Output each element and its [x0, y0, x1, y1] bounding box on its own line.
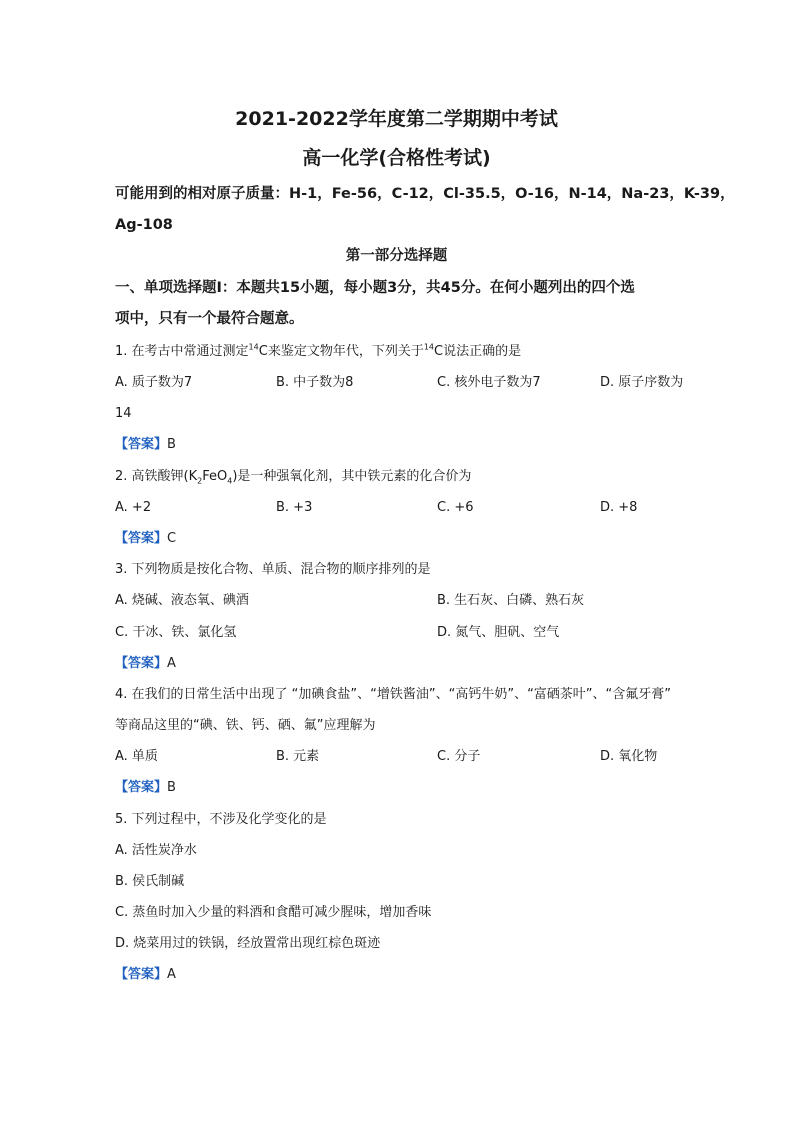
question-4-option-d: D. 氧化物	[600, 749, 658, 764]
question-4-option-a: A. 单质	[115, 749, 158, 764]
atomic-mass-line-1: 可能用到的相对原子质量：H-1，Fe-56，C-12，Cl-35.5，O-16，N-14，Na-23，K-39，	[115, 186, 735, 202]
question-4-stem-line-1: 4. 在我们的日常生活中出现了 “加碘食盐”、“增铁酱油”、“高钙牛奶”、“富硒茶叶”、“含氟牙膏”	[115, 687, 672, 702]
question-3-option-a: A. 烧碱、液态氧、碘酒	[115, 593, 249, 608]
question-5-option-b: B. 侯氏制碱	[115, 874, 185, 889]
atomic-mass-line-2: Ag-108	[115, 217, 173, 233]
question-2-option-b: B. +3	[276, 500, 313, 515]
question-1-option-d: D. 原子序数为	[600, 375, 684, 390]
question-1-option-b: B. 中子数为8	[276, 375, 354, 390]
section-instruction-line-1: 一、单项选择题Ⅰ：本题共15小题，每小题3分，共45分。在何小题列出的四个选	[115, 280, 635, 296]
exam-subtitle: 高一化学(合格性考试)	[302, 147, 491, 169]
question-3-option-c: C. 干冰、铁、氯化氢	[115, 625, 237, 640]
question-2-stem: 2. 高铁酸钾$(K_2FeO_4)$是一种强氧化剂，其中铁元素的化合价为	[115, 469, 472, 486]
question-3-answer: 【答案】A	[115, 656, 176, 671]
question-3-stem: 3. 下列物质是按化合物、单质、混合物的顺序排列的是	[115, 562, 431, 577]
question-1-stem: 1. 在考古中常通过测定$^{14}$C来鉴定文物年代，下列关于$^{14}$C说法正确的是	[115, 342, 522, 359]
question-5-option-d: D. 烧菜用过的铁锅，经放置常出现红棕色斑迹	[115, 936, 381, 951]
question-4-option-c: C. 分子	[437, 749, 481, 764]
part-title: 第一部分选择题	[345, 248, 448, 264]
question-2-option-a: A. +2	[115, 500, 152, 515]
question-5-option-c: C. 蒸鱼时加入少量的料酒和食醋可减少腥味，增加香味	[115, 905, 432, 920]
question-3-option-d: D. 氮气、胆矾、空气	[437, 625, 560, 640]
question-2-answer: 【答案】C	[115, 531, 177, 546]
question-4-answer: 【答案】B	[115, 780, 176, 795]
question-4-stem-line-2: 等商品这里的“碘、铁、钙、硒、氟”应理解为	[115, 718, 376, 733]
question-5-answer: 【答案】A	[115, 967, 176, 982]
question-1-option-d-wrap: 14	[115, 406, 132, 421]
section-instruction-line-2: 项中，只有一个最符合题意。	[115, 311, 304, 327]
exam-title: 2021-2022学年度第二学期期中考试	[235, 108, 558, 130]
question-3-option-b: B. 生石灰、白磷、熟石灰	[437, 593, 585, 608]
question-1-answer: 【答案】B	[115, 437, 176, 452]
question-4-option-b: B. 元素	[276, 749, 320, 764]
question-2-option-d: D. +8	[600, 500, 638, 515]
question-1-option-a: A. 质子数为7	[115, 375, 193, 390]
question-5-option-a: A. 活性炭净水	[115, 843, 197, 858]
question-5-stem: 5. 下列过程中，不涉及化学变化的是	[115, 812, 327, 827]
question-1-option-c: C. 核外电子数为7	[437, 375, 541, 390]
question-2-option-c: C. +6	[437, 500, 474, 515]
